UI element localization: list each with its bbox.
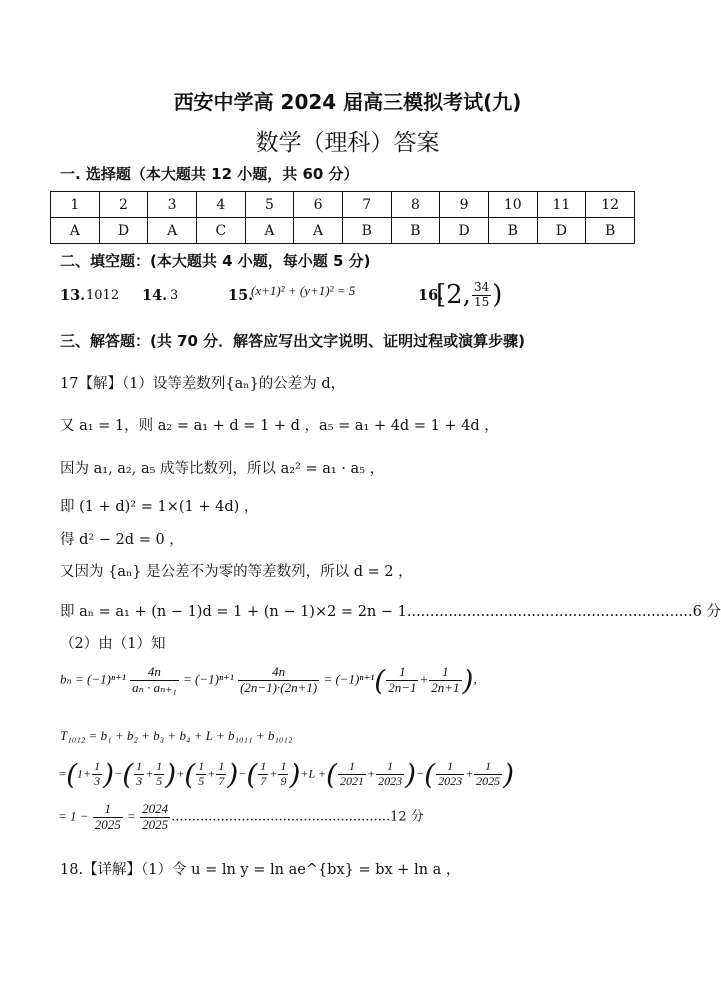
p17-line7 <box>60 600 721 621</box>
table-cell: 6 <box>294 192 343 218</box>
bn-f2-den: (2n−1)·(2n+1) <box>240 680 318 695</box>
final-line <box>58 802 424 833</box>
bn-mid: = (−1)ⁿ⁺¹ <box>183 671 234 687</box>
q13-label: 13. <box>60 287 86 304</box>
table-cell: 12 <box>586 192 635 218</box>
q14-answer: 3 <box>170 288 179 303</box>
p17-line7-text: 即 aₙ = a₁ + (n − 1)d = 1 + (n − 1)×2 = 2n − 1 <box>60 604 407 620</box>
q15-label: 15. <box>228 287 254 304</box>
sum-num: 1 <box>280 759 287 774</box>
table-cell: 11 <box>537 192 586 218</box>
final-f1-den: 2025 <box>94 816 121 832</box>
sum-den: 5 <box>156 774 163 788</box>
q16-label: 16. <box>418 287 444 304</box>
table-cell: D <box>537 218 586 244</box>
table-cell: 9 <box>440 192 489 218</box>
table-row-questions <box>51 192 635 218</box>
bn-f2-num: 4n <box>238 665 319 681</box>
table-cell: 4 <box>196 192 245 218</box>
sum-den: 3 <box>136 774 143 788</box>
final-f1-num: 1 <box>93 802 123 818</box>
table-cell: 2 <box>99 192 148 218</box>
bn-f3-num: 1 <box>386 665 418 681</box>
q16-answer <box>436 280 502 310</box>
bn-f1-num: 4n <box>130 665 179 681</box>
t-line: T₁₀₁₂ = b₁ + b₂ + b₃ + b₄ + L + b₁₀₁₁ + b₁₀₁₂ <box>60 728 293 743</box>
sum-den: 7 <box>260 774 267 788</box>
table-cell: A <box>148 218 197 244</box>
bn-lhs: bₙ = (−1)ⁿ⁺¹ <box>60 671 126 687</box>
bn-f4-den: 2n+1 <box>431 680 460 695</box>
bn-f4-num: 1 <box>429 665 461 681</box>
p17-line3: 因为 a₁, a₂, a₅ 成等比数列，所以 a₂² = a₁ · a₅ ， <box>60 461 385 477</box>
sum-num: 1 <box>156 759 163 774</box>
section3-heading: 三、解答题：(共 70 分．解答应写出文字说明、证明过程或演算步骤) <box>60 332 526 350</box>
bn-formula: bₙ = (−1)ⁿ⁺¹ $\frac{4n}{\text{aₙ · aₙ₊₁}}$ = (−1)ⁿ⁺¹ $\frac{4n}{(2n-1)\cdot(2n+1)}$ = (−1)ⁿ⁺¹( $\frac{1}{2n-1}$ + $\frac{1}{2n+1}$ ), <box>60 664 477 697</box>
table-cell: 8 <box>391 192 440 218</box>
exam-title: 西安中学高 2024 届高三模拟考试(九) <box>173 90 522 114</box>
sum-num: 1 <box>94 759 101 774</box>
p17-score1: 6 分 <box>692 604 721 620</box>
table-cell: B <box>488 218 537 244</box>
table-cell: C <box>196 218 245 244</box>
final-lhs: = 1 − <box>58 808 89 824</box>
p17-line1: 17【解】（1）设等差数列{aₙ}的公差为 d， <box>60 376 346 392</box>
bn-mid2: = (−1)ⁿ⁺¹ <box>323 671 375 687</box>
section1-heading: 一. 选择题（本大题共 12 小题，共 60 分） <box>60 165 359 183</box>
p17-score2: 12 分 <box>390 809 424 825</box>
table-cell: A <box>245 218 294 244</box>
sum-den: 9 <box>280 774 287 788</box>
p17-line6: 又因为 {aₙ} 是公差不为零的等差数列，所以 d = 2 ， <box>60 564 413 580</box>
p17-line5: 得 d² − 2d = 0 ， <box>60 532 184 548</box>
bn-f1-den: aₙ · aₙ₊₁ <box>132 680 177 695</box>
sum-den: 2025 <box>476 774 501 788</box>
sum-num: 1 <box>260 759 267 774</box>
answer-table <box>50 191 635 244</box>
table-cell: 7 <box>342 192 391 218</box>
table-cell: 5 <box>245 192 294 218</box>
table-cell: B <box>586 218 635 244</box>
sum-den: 2023 <box>438 774 463 788</box>
exam-subtitle: 数学（理科）答案 <box>255 130 440 156</box>
section2-heading: 二、填空题：(本大题共 4 小题，每小题 5 分) <box>60 252 371 270</box>
table-cell: 1 <box>51 192 100 218</box>
q16-num: 34 <box>473 279 490 294</box>
sum-num: 1 <box>338 760 366 775</box>
sum-num: 1 <box>198 759 205 774</box>
final-f2-num: 2024 <box>142 801 169 816</box>
table-cell: B <box>391 218 440 244</box>
sum-den: 5 <box>198 774 205 788</box>
q15-answer: (x+1)² + (y+1)² = 5 <box>251 283 356 298</box>
q16-close: ) <box>492 280 503 310</box>
table-cell: A <box>294 218 343 244</box>
final-f2-den: 2025 <box>142 816 169 832</box>
p17-line2: 又 a₁ = 1，则 a₂ = a₁ + d = 1 + d ，a₅ = a₁ + 4d = 1 + 4d ， <box>60 418 499 434</box>
sum-line: =(1+ $\frac{1}{3}$ )−( $\frac{1}{3}$ + $\frac{1}{5}$ )+( $\frac{1}{5}$ + $\frac{1}{7}$ )−( $\frac{1}{7}$ + $\frac{1}{9}$ )+L +( $\frac{1}{2021}$ + $\frac{1}{2023}$ )−( $\frac{1}{2023}$ + $\frac{1}{2025}$ ) <box>58 758 515 791</box>
sum-den: 2021 <box>339 774 364 788</box>
q14-label: 14. <box>142 287 168 304</box>
sum-num: 1 <box>474 760 502 775</box>
q13-answer: 1012 <box>86 288 120 303</box>
p18-line: 18.【详解】（1）令 u = ln y = ln ae^{bx} = bx + ln a ， <box>60 862 461 878</box>
table-cell: B <box>342 218 391 244</box>
sum-num: 1 <box>218 759 225 774</box>
sum-num: 1 <box>436 760 464 775</box>
q16-open: [2, <box>436 280 471 310</box>
bn-f3-den: 2n−1 <box>388 680 417 695</box>
final-eq: = <box>127 808 136 824</box>
leader-dots: .............................................................. <box>406 604 693 620</box>
sum-den: 3 <box>94 774 101 788</box>
q16-den: 15 <box>473 294 490 309</box>
p17-part2: （2）由（1）知 <box>60 636 166 652</box>
sum-num: 1 <box>376 760 404 775</box>
table-row-answers <box>51 218 635 244</box>
p17-line4: 即 (1 + d)² = 1×(1 + 4d) ， <box>60 499 259 515</box>
sum-num: 1 <box>136 759 143 774</box>
table-cell: D <box>440 218 489 244</box>
leader-dots: ..................................................... <box>171 809 391 825</box>
sum-den: 2023 <box>378 774 403 788</box>
table-cell: A <box>51 218 100 244</box>
table-cell: 10 <box>488 192 537 218</box>
table-cell: 3 <box>148 192 197 218</box>
sum-den: 7 <box>218 774 225 788</box>
table-cell: D <box>99 218 148 244</box>
